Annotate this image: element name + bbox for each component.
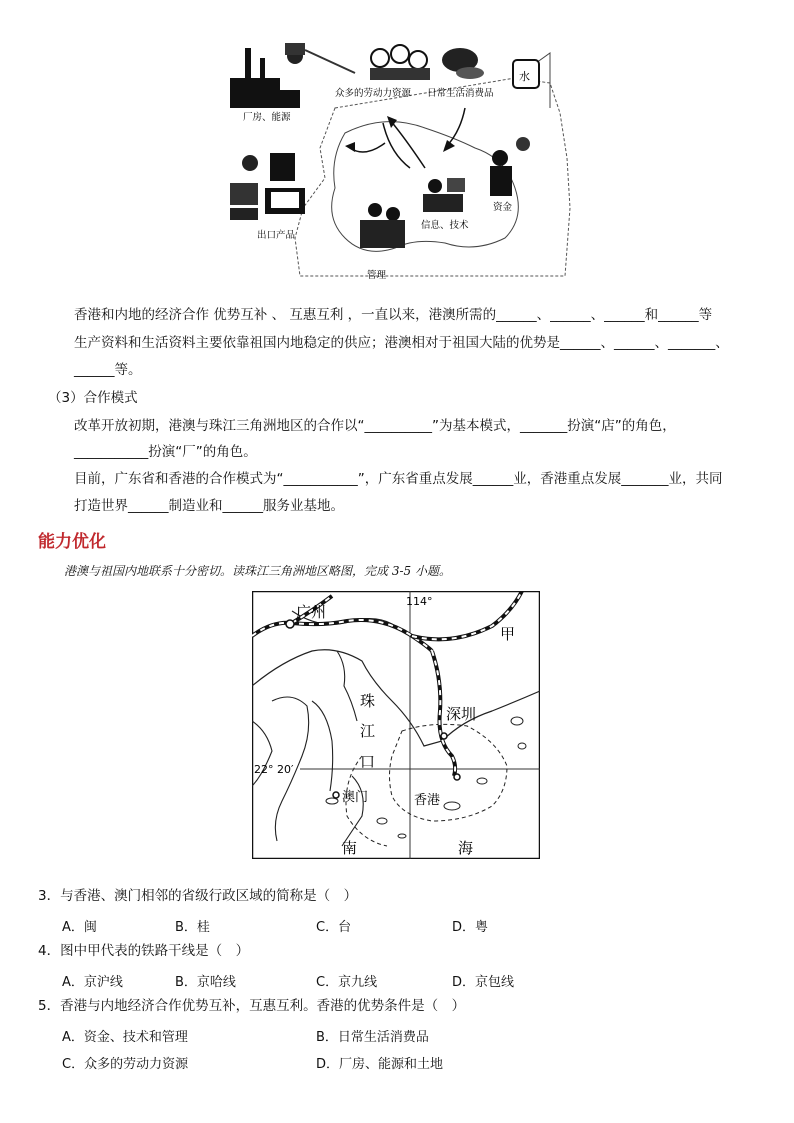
label-goods: 日常生活消费品: [427, 88, 494, 99]
guangzhou-marker: [286, 620, 294, 628]
section3-title: （3）合作模式: [48, 390, 138, 406]
question-5-option-c[interactable]: C．众多的劳动力资源: [62, 1057, 189, 1072]
businessman-icon: [490, 137, 530, 196]
map-outline: [295, 78, 570, 276]
label-guangzhou: 广州: [296, 603, 327, 621]
question-5-option-d[interactable]: D．厂房、能源和土地: [316, 1057, 444, 1072]
para1-line2: 生产资料和生活资料主要依靠祖国内地稳定的供应；港澳相对于祖国大陆的优势是______、______、_______、: [74, 335, 729, 351]
label-kou: 口: [360, 753, 376, 771]
label-export: 出口产品: [257, 230, 296, 241]
water-jar-icon: [513, 60, 539, 88]
question-4-option-a[interactable]: A．京沪线: [62, 975, 123, 990]
question-4-option-d[interactable]: D．京包线: [452, 975, 515, 990]
goods-icon: [442, 48, 484, 79]
question-4-option-c[interactable]: C．京九线: [316, 975, 378, 990]
question-4-option-b[interactable]: B．京哈线: [175, 975, 236, 990]
workers-icon: [370, 45, 430, 80]
section3-line4: 打造世界______制造业和______服务业基地。: [74, 498, 344, 514]
cooperation-illustration: [215, 38, 585, 288]
label-zhu: 珠: [360, 692, 376, 710]
label-lat: 22° 20′: [254, 763, 294, 776]
question-4-stem: 4．图中甲代表的铁路干线是（ ）: [38, 943, 250, 959]
question-5-stem: 5．香港与内地经济合作优势互补，互惠互利。香港的优势条件是（ ）: [38, 998, 466, 1014]
section3-line1: 改革开放初期，港澳与珠江三角洲地区的合作以“__________”为基本模式，_______扮演“店”的角色，: [74, 418, 676, 434]
section-heading: 能力优化: [38, 532, 106, 552]
intro-text: 港澳与祖国内地联系十分密切。读珠江三角洲地区略图，完成 3-5 小题。: [64, 564, 451, 578]
computer-user-icon: [423, 178, 465, 212]
question-5-option-b[interactable]: B．日常生活消费品: [316, 1030, 429, 1045]
arrow-icon: [383, 123, 410, 168]
label-jiang: 江: [360, 722, 376, 740]
label-management: 管理: [367, 270, 387, 281]
label-hongkong: 香港: [414, 793, 441, 808]
label-capital: 资金: [493, 202, 513, 213]
label-lon: 114°: [406, 595, 433, 608]
question-3-option-d[interactable]: D．粤: [452, 920, 489, 935]
question-3-option-b[interactable]: B．桂: [175, 920, 210, 935]
para1-line3: ______等。: [74, 362, 142, 378]
svg-text:水: 水: [519, 70, 530, 83]
label-jia: 甲: [500, 625, 516, 643]
export-products-icon: [230, 153, 305, 220]
question-3-option-c[interactable]: C．台: [316, 920, 352, 935]
label-nan: 南: [342, 839, 358, 857]
label-info: 信息、技术: [421, 220, 469, 231]
label-factory: 厂房、能源: [243, 112, 291, 123]
question-5-option-a[interactable]: A．资金、技术和管理: [62, 1030, 188, 1045]
label-hai: 海: [458, 839, 474, 857]
managers-icon: [360, 203, 405, 248]
section3-line3: 目前，广东省和香港的合作模式为“___________”，广东省重点发展______业，香港重点发展_______业，共同: [74, 471, 723, 487]
hongkong-marker: [454, 774, 460, 780]
question-3-option-a[interactable]: A．闽: [62, 920, 97, 935]
shenzhen-marker: [441, 733, 447, 739]
macau-marker: [333, 792, 339, 798]
pearl-river-delta-map: [252, 591, 540, 859]
question-3-stem: 3．与香港、澳门相邻的省级行政区域的简称是（ ）: [38, 888, 358, 904]
label-labor: 众多的劳动力资源: [335, 88, 412, 99]
arrow-icon: [350, 143, 385, 152]
label-shenzhen: 深圳: [446, 705, 477, 723]
section3-line2: ___________扮演“厂”的角色。: [74, 444, 257, 460]
para1-line1: 香港和内地的经济合作 优势互补 、 互惠互利 ，一直以来，港澳所需的______、______、______和______等: [74, 307, 713, 323]
label-macau: 澳门: [342, 790, 369, 805]
arrow-icon: [390, 120, 425, 168]
